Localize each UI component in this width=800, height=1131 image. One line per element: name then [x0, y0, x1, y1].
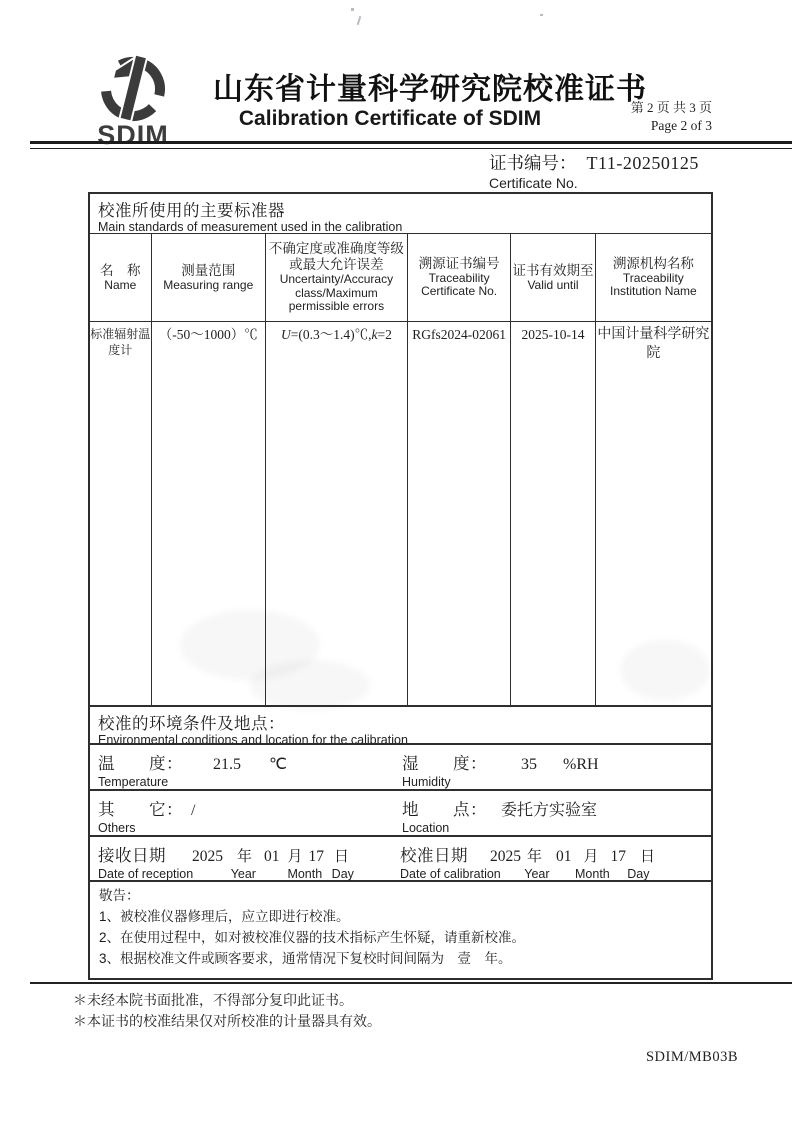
environment-title-en: Environmental conditions and location for the calibration — [98, 733, 408, 747]
notice-item-3: 3、根据校准文件或顾客要求，通常情况下复校时间间隔为 壹 年。 — [99, 950, 512, 966]
cell-measuring-range: （-50～1000）℃ — [152, 322, 266, 705]
calibration-date-label-en: Date of calibration — [400, 867, 501, 881]
location-field — [402, 796, 597, 835]
scan-speck — [357, 16, 362, 25]
month-label-en: Month — [575, 867, 610, 881]
reception-year: 2025 — [192, 848, 223, 865]
cell-valid-until: 2025-10-14 — [511, 322, 595, 705]
footer-divider — [30, 982, 792, 984]
environment-section-header — [88, 705, 713, 745]
others-location-row — [88, 789, 713, 837]
standards-table-header-row — [90, 234, 711, 322]
others-label-zh: 其 它： — [98, 801, 183, 819]
month-unit: 月 — [583, 848, 599, 865]
footnotes — [73, 991, 381, 1033]
calibration-date-label-zh: 校准日期 — [400, 847, 468, 865]
year-label-en: Year — [230, 867, 256, 881]
column-header-valid-until: 证书有效期至 Valid until — [511, 234, 595, 321]
notice-item-2: 2、在使用过程中，如对被校准仪器的技术指标产生怀疑，请重新校准。 — [99, 929, 526, 945]
footnote-2: ＊本证书的校准结果仅对所校准的计量器具有效。 — [73, 1015, 381, 1030]
humidity-label-zh: 湿 度： — [402, 755, 487, 773]
calibration-month: 01 — [556, 848, 572, 865]
certificate-number-value: T11-20250125 — [586, 153, 699, 173]
scan-speck — [351, 8, 354, 11]
reception-date-field — [98, 842, 354, 881]
cell-traceability-institution: 中国计量科学研究院 — [597, 327, 710, 361]
month-label-en: Month — [287, 867, 323, 881]
reception-date-label-en: Date of reception — [98, 867, 194, 881]
column-header-traceability-institution: 溯源机构名称 Traceability Institution Name — [610, 256, 697, 299]
cell-standard-name: 标准辐射温度计 — [90, 322, 152, 705]
temperature-label-zh: 温 度： — [98, 755, 183, 773]
page-indicator — [631, 99, 712, 135]
footnote-1: ＊未经本院书面批准，不得部分复印此证书。 — [73, 994, 353, 1009]
scan-smudge — [620, 640, 710, 700]
standards-table-title-en: Main standards of measurement used in the calibration — [98, 220, 403, 234]
column-header-traceability-cert-no: 溯源证书编号 Traceability Certificate No. — [408, 234, 511, 321]
notice-block — [88, 880, 713, 980]
certificate-number-block — [489, 152, 699, 192]
day-unit: 日 — [334, 848, 350, 865]
calibration-date-field — [400, 842, 655, 881]
temperature-label-en: Temperature — [98, 775, 169, 789]
cell-traceability-cert-no: RGfs2024-02061 — [408, 322, 511, 705]
standards-table — [88, 192, 713, 707]
page-indicator-zh: 第 2 页 共 3 页 — [630, 100, 712, 115]
dates-row — [88, 835, 713, 882]
day-label-en: Day — [627, 867, 650, 881]
temperature-unit: ℃ — [269, 756, 287, 773]
temperature-field — [98, 750, 287, 789]
others-value: / — [191, 802, 196, 819]
standards-table-title-zh: 校准所使用的主要标准器 — [98, 202, 285, 220]
day-label-en: Day — [331, 867, 354, 881]
location-value: 委托方实验室 — [501, 802, 598, 819]
standards-table-caption — [90, 194, 711, 234]
humidity-value: 35 — [521, 756, 537, 773]
location-label-en: Location — [402, 821, 450, 835]
column-header-measuring-range: 测量范围 Measuring range — [152, 234, 266, 321]
reception-day: 17 — [308, 848, 325, 865]
logo-text: SDIM — [97, 120, 169, 150]
notice-title: 敬告： — [99, 888, 140, 903]
certificate-number-label-zh: 证书编号： — [489, 153, 577, 173]
certificate-number-label-en: Certificate No. — [489, 174, 578, 191]
scan-speck — [540, 14, 543, 16]
day-unit: 日 — [640, 848, 656, 865]
form-code: SDIM/MB03B — [645, 1049, 738, 1065]
environment-title-zh: 校准的环境条件及地点： — [98, 715, 285, 733]
reception-date-label-zh: 接收日期 — [98, 847, 166, 865]
others-field — [98, 796, 195, 835]
humidity-field — [402, 750, 599, 789]
certificate-title-zh: 山东省计量科学研究院校准证书 — [213, 73, 647, 106]
certificate-title-en: Calibration Certificate of SDIM — [238, 107, 542, 130]
humidity-label-en: Humidity — [402, 775, 451, 789]
calibration-day: 17 — [610, 848, 627, 865]
column-header-name: 名 称 Name — [90, 234, 152, 321]
scan-smudge — [250, 660, 370, 710]
reception-month: 01 — [264, 848, 280, 865]
document-body — [88, 192, 713, 980]
month-unit: 月 — [287, 848, 303, 865]
humidity-unit: %RH — [563, 756, 599, 773]
header-divider — [30, 141, 792, 149]
year-unit: 年 — [527, 848, 543, 865]
calibration-year: 2025 — [490, 848, 521, 865]
cell-uncertainty: U=(0.3～1.4)℃,k=2 — [266, 322, 408, 705]
location-label-zh: 地 点： — [402, 801, 487, 819]
temperature-value: 21.5 — [213, 756, 241, 773]
page-indicator-en: Page 2 of 3 — [650, 117, 712, 133]
year-label-en: Year — [524, 867, 550, 881]
notice-item-1: 1、被校准仪器修理后，应立即进行校准。 — [99, 908, 350, 924]
temperature-humidity-row — [88, 743, 713, 791]
column-header-uncertainty: 不确定度或准确度等级或最大允许误差 Uncertainty/Accuracy class/Maximum permissible errors — [266, 234, 408, 321]
year-unit: 年 — [237, 848, 253, 865]
others-label-en: Others — [98, 821, 136, 835]
